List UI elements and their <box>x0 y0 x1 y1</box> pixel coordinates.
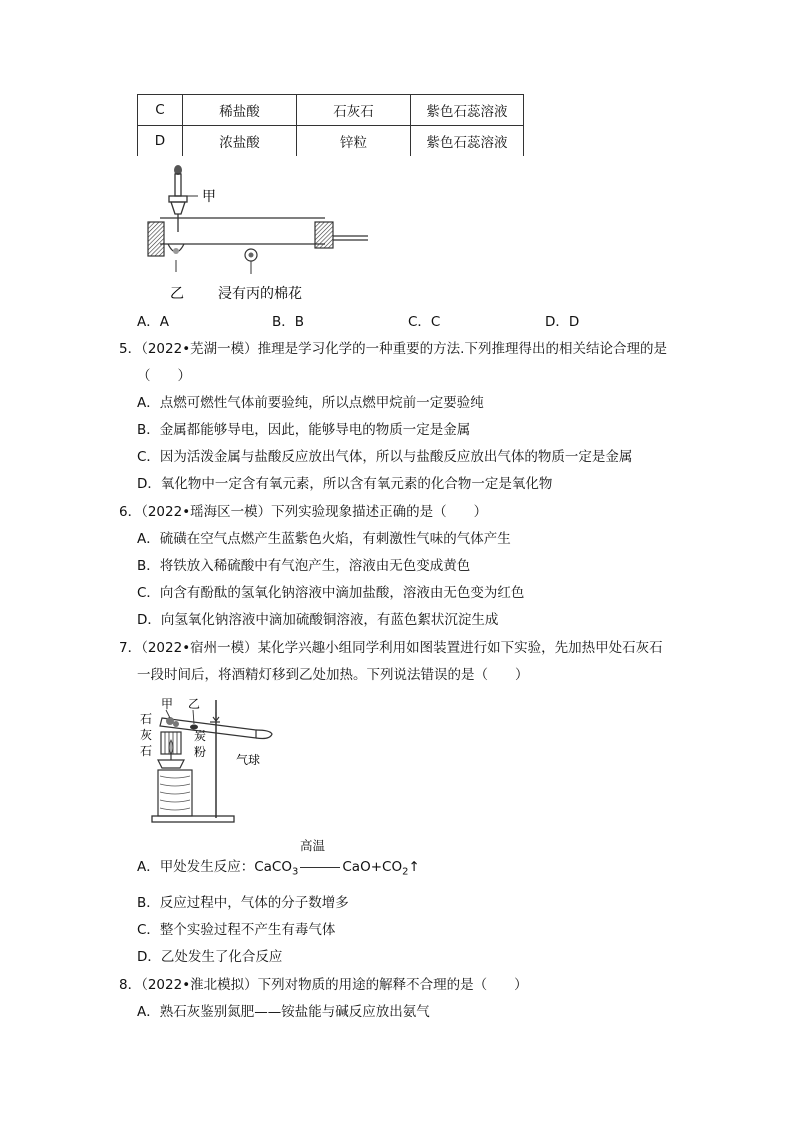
q7-condition: 高温 <box>300 838 326 853</box>
table-row <box>138 126 524 157</box>
q4-apparatus-figure <box>140 160 380 305</box>
label-yi: 乙 <box>170 286 184 302</box>
fig-label-yi: 乙 <box>188 697 201 711</box>
q7-option-a-sub2: 2 <box>402 866 409 878</box>
table-cell: C <box>138 95 183 126</box>
label-jia: 甲 <box>202 189 216 205</box>
table-cell: 稀盐酸 <box>183 95 297 126</box>
fig-label-fen: 粉 <box>194 745 207 759</box>
choice-c: C．C <box>408 314 441 330</box>
q5-option-a: A．点燃可燃性气体前要验纯，所以点燃甲烷前一定要验纯 <box>137 395 484 411</box>
fig-label-shi2: 石 <box>140 744 153 758</box>
table-cell: 紫色石蕊溶液 <box>411 95 524 126</box>
q6-option-d: D．向氢氧化钠溶液中滴加硫酸铜溶液，有蓝色絮状沉淀生成 <box>137 612 499 628</box>
q7-option-a-prefix: A．甲处发生反应：CaCO <box>137 859 292 875</box>
up-arrow: ↑ <box>408 859 420 875</box>
label-cotton: 浸有丙的棉花 <box>218 286 302 302</box>
table-cell: 紫色石蕊溶液 <box>411 126 524 157</box>
q7-apparatus-figure <box>138 694 278 829</box>
q7-option-a-mid: CaO+CO <box>342 859 403 875</box>
q5-option-d: D．氧化物中一定含有氧元素，所以含有氧元素的化合物一定是氧化物 <box>137 476 553 492</box>
q7-stem-line1: 7．（2022•宿州一模）某化学兴趣小组同学利用如图装置进行如下实验，先加热甲处石灰石 <box>119 640 663 656</box>
table-cell: 石灰石 <box>297 95 411 126</box>
table-cell: D <box>138 126 183 157</box>
q5-option-b: B．金属都能够导电，因此，能够导电的物质一定是金属 <box>137 422 471 438</box>
fig-label-tan: 炭 <box>194 729 207 743</box>
q4-choices <box>0 310 794 330</box>
q5-option-c: C．因为活泼金属与盐酸反应放出气体，所以与盐酸反应放出气体的物质一定是金属 <box>137 449 633 465</box>
q6-option-b: B．将铁放入稀硫酸中有气泡产生，溶液由无色变成黄色 <box>137 558 471 574</box>
q7-stem-line2: 一段时间后，将酒精灯移到乙处加热。下列说法错误的是（ ） <box>137 667 529 683</box>
choice-d: D．D <box>545 314 580 330</box>
q5-stem-line2: （ ） <box>137 368 191 384</box>
q6-option-a: A．硫磺在空气点燃产生蓝紫色火焰，有刺激性气味的气体产生 <box>137 531 511 547</box>
q6-option-c: C．向含有酚酞的氢氧化钠溶液中滴加盐酸，溶液由无色变为红色 <box>137 585 525 601</box>
table-row <box>138 95 524 126</box>
q6-stem: 6．（2022•瑶海区一模）下列实验现象描述正确的是（ ） <box>119 504 488 520</box>
q7-option-c: C．整个实验过程不产生有毒气体 <box>137 922 336 938</box>
fig-label-qiqiu: 气球 <box>236 753 261 767</box>
options-table <box>137 94 524 156</box>
reaction-line <box>300 867 340 868</box>
q8-stem: 8．（2022•淮北模拟）下列对物质的用途的解释不合理的是（ ） <box>119 977 528 993</box>
q7-option-d: D．乙处发生了化合反应 <box>137 949 283 965</box>
q5-stem-line1: 5．（2022•芜湖一模）推理是学习化学的一种重要的方法.下列推理得出的相关结论合理的是 <box>119 341 667 357</box>
fig-label-hui: 灰 <box>140 728 153 742</box>
choice-b: B．B <box>272 314 305 330</box>
q7-option-b: B．反应过程中，气体的分子数增多 <box>137 895 349 911</box>
fig-label-jia: 甲 <box>161 697 174 711</box>
q8-option-a: A．熟石灰鉴别氮肥——铵盐能与碱反应放出氨气 <box>137 1004 430 1020</box>
q7-option-a-sub1: 3 <box>292 866 299 878</box>
q7-option-a <box>137 855 420 878</box>
table-cell: 浓盐酸 <box>183 126 297 157</box>
fig-label-shi: 石 <box>140 712 153 726</box>
table-cell: 锌粒 <box>297 126 411 157</box>
choice-a: A．A <box>137 314 169 330</box>
